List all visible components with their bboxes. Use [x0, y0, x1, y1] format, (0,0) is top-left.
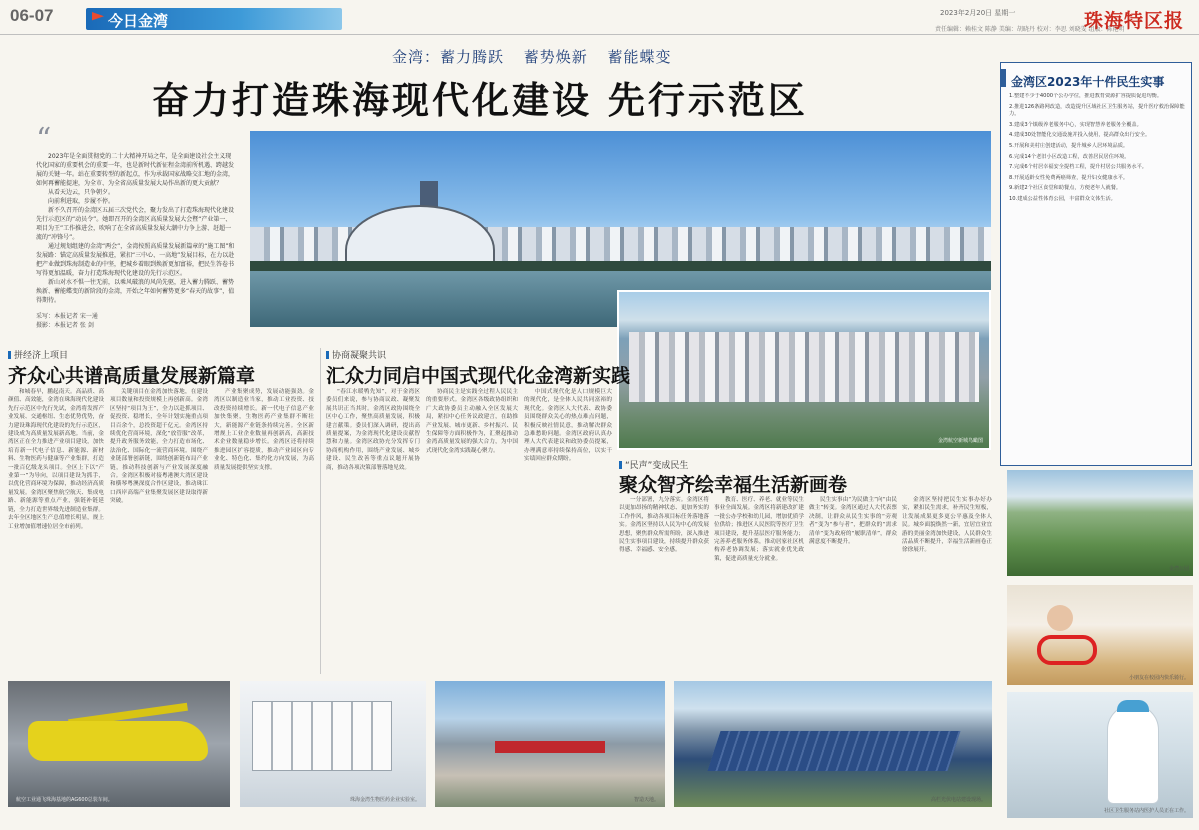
- lab-photo: [240, 681, 426, 807]
- intro-paragraph: 新山对水不惧一往无前，以乘风破浪的风尚先驱，进入蓄力腾跃、蓄势焕新、蓄能蝶变的新阶段的金湾，开始之年如何蓄势更多“春天的故事”，值得期待。: [36, 279, 235, 304]
- list-item: 1.整建不少于4000个公办学位，推进教育资源扩容提质促进均衡。: [1009, 93, 1163, 99]
- byline-photographer: 摄影：本报记者 张 剑: [36, 322, 94, 329]
- plaza-sign: [495, 741, 605, 753]
- intro-paragraph: 新不久召开的金湾区五届三次党代会，聚力发出了打造珠海现代化建设先行示范区的“动员令”。她即召开的金湾区高质量发展大会暨“产业第一、项目为王”工作推进会，吹响了在全省高质量发展大潮中力争上游、赶超一流的“冲锋号”。: [36, 207, 235, 241]
- section-title-consultation: 汇众力同启中国式现代化金湾新实践: [326, 365, 631, 387]
- bike-shape: [1037, 635, 1097, 665]
- article-column: [8, 388, 104, 674]
- column-text: 金湾区坚持把民生实事办好办实，紧扣民生需求，补齐民生短板，让发展成果更多更公平惠及全体人民。城乡面貌焕然一新，宜居宜业宜游的美丽金湾加快建设，人民群众生活品质不断提升，幸福生活新画卷正徐徐展开。: [902, 497, 992, 554]
- article-column: [524, 388, 612, 674]
- section-title: 今日金湾: [108, 12, 169, 30]
- column-text: 一分部署，九分落实。金湾区将以更加昂扬的精神状态、更加务实的工作作风，推动各项目标任务落地落实。金湾区坚持以人民为中心的发展思想，聚焦群众所需所盼，深入推进民生实事项目建设，持续提升群众获得感、幸福感、安全感。: [619, 497, 709, 554]
- date-line: 2023年2月20日 星期一: [940, 9, 1016, 17]
- photo-caption: 珠海金湾生物医药企业实验室。: [349, 797, 420, 803]
- page-number: 06-07: [10, 6, 54, 25]
- section-kicker-economy: 拼经济上项目: [8, 348, 68, 361]
- photo-caption: 智造天地。: [633, 797, 659, 803]
- lab-equipment: [252, 701, 392, 771]
- byline-writer: 采写：本报记者 宋一通: [36, 313, 98, 320]
- column-text: 和城春早，鹏起南天。高品质、高颜值、高效能，金湾在珠海现代化建设先行示范区中先行先试，金湾将发挥产业发展、交通枢纽、生态优势优势，奋力建设珠海现代化建设的先行示范区，建设成为高质量发展新高地。当前，金湾区正在全力推进产业项目建设，加快培育新一代电子信息、新能源、新材料、生物医药与健康等产业集群，打造一批百亿级龙头项目。全区上下以“产业第一”为导向，以项目建设为抓手，以优化营商环境为保障，推动经济高质量发展。金湾区聚焦航空航天、集成电路、新能源等重点产业，强链补链延链，全力打造世界级先进制造业集群。去年全区地区生产总值增长明显，规上工业增加值增速位居全市前列。: [8, 389, 104, 530]
- livelihood-projects-panel: [1000, 62, 1192, 466]
- photo-caption: 小朋友在校园内快乐骑行。: [1128, 675, 1189, 681]
- quote-icon: “: [36, 122, 52, 157]
- photo-caption: 社区卫生服务站内医护人员正在工作。: [1103, 808, 1189, 814]
- city-aerial-photo: [617, 290, 991, 450]
- list-item: 6.完成14个老旧小区改造工程，改善居民居住环境。: [1009, 153, 1130, 160]
- child-figure: [1047, 605, 1073, 631]
- article-column: [714, 496, 804, 674]
- exhibition-center: [345, 205, 495, 265]
- section-kicker-livelihood: “民声”变成民生: [619, 458, 688, 471]
- flag-icon: [92, 12, 104, 26]
- column-text: 民生实事由“为民做主”向“由民做主”转变。金湾区通过人大代表票决制，让群众从民生实事的“旁观者”变为“参与者”，把群众的“需求清单”变为政府的“履职清单”，群众满意度不断提升。: [809, 497, 897, 546]
- photo-caption: 金湾航空新城鸟瞰图: [937, 438, 983, 444]
- plaza-photo: [435, 681, 665, 807]
- article-column: [619, 496, 709, 674]
- article-column: [110, 388, 208, 674]
- main-headline: 奋力打造珠海现代化建设 先行示范区: [152, 78, 808, 122]
- shoreline: [250, 261, 991, 271]
- panel-accent: [1001, 69, 1006, 87]
- newspaper-logo: 珠海特区报: [1084, 10, 1185, 32]
- solar-panels: [708, 731, 961, 771]
- nurse-cap: [1117, 700, 1149, 712]
- intro-box: [36, 122, 236, 340]
- section-title-livelihood: 聚众智齐绘幸福生活新画卷: [619, 474, 848, 496]
- section-kicker-consultation: 协商凝聚共识: [326, 348, 386, 361]
- aircraft-photo: [8, 681, 230, 807]
- list-item: 8.开展适龄女性免费两癌筛查，提升妇女健康水平。: [1009, 174, 1129, 181]
- list-item: 7.完成6个村居幸福安全提档工程，提升村居公共服务水平。: [1009, 164, 1147, 171]
- photo-caption: 金湾公园: [1168, 566, 1189, 572]
- article-column: [214, 388, 314, 674]
- aircraft-body: [28, 721, 208, 761]
- column-text: 教育、医疗、养老、就业等民生事业全面发展。金湾区将新建改扩建一批公办学校和幼儿园，增加优质学位供给；推进区人民医院等医疗卫生项目建设，提升基层医疗服务能力；完善养老服务体系，推动居家社区机构养老协调发展；落实就业优先政策，促进高质量充分就业。: [714, 497, 804, 562]
- column-text: 产业集聚成势，发展动能强劲。金湾区以制造业当家，推动工业投资、技改投资持续增长。新一代电子信息产业加快集聚，生物医药产业集群不断壮大，新能源产业链条持续完善。全区新增规上工业企业数量再创新高，高新技术企业数量稳步增长。金湾区还将持续推进园区扩容提质，推动产业园区向专业化、特色化、集约化方向发展，为高质量发展提供坚实支撑。: [214, 389, 314, 471]
- byline: [36, 312, 98, 330]
- article-column: [809, 496, 897, 674]
- list-item: 2.推进126条路网改造，改造提升区域社区卫生服务站，提升医疗救治保障能力。: [1009, 103, 1185, 118]
- intro-paragraph: 从看天边云，只争朝夕。: [48, 189, 115, 196]
- article-column: [902, 496, 992, 674]
- photo-caption: 高栏光伏电站建设现场。: [930, 797, 986, 803]
- intro-paragraph: 通过规划组建的金湾“两会”，金湾按照高质量发展新篇章的“施工图”和发展路：锚定高质量发展推进，紧扣“三中心、一高地”发展目标，在力以赴把产业做到珠海制造业的中坚，把城乡着眼到焕新更加富裕，把民生答卷书写得更加温暖，奋力打造珠海现代化建设的先行示范区。: [36, 243, 235, 277]
- photo-caption: 航空工业通飞珠海基地的AG600总装车间。: [16, 797, 113, 803]
- headline-kicker: 金湾：蓄力腾跃 蓄势焕新 蓄能蝶变: [392, 48, 672, 66]
- intro-paragraph: 向前利进取，步履不停。: [48, 198, 115, 205]
- section-banner: [86, 8, 342, 30]
- list-item: 10.建成公益性体育公园，丰富群众文体生活。: [1009, 195, 1116, 202]
- residential-blocks: [629, 332, 979, 402]
- park-photo: [1007, 470, 1193, 576]
- solar-plant-photo: [674, 681, 992, 807]
- header-divider: [0, 34, 1199, 35]
- list-item: 9.新建2个社区食堂和助餐点，方便老年人就餐。: [1009, 185, 1122, 192]
- list-item: 4.建成30处智能化交通设施并投入使用，提高群众出行安全。: [1009, 132, 1151, 139]
- editor-credits: 责任编辑：赖桂文 陈静 美编：胡晓丹 校对：李思 刘晓雯 组版：陈艳明: [935, 26, 1125, 33]
- page-header: [0, 0, 1199, 36]
- kids-photo: [1007, 585, 1193, 685]
- intro-paragraph: 2023年是全面贯彻党的二十大精神开局之年，是全面建设社会主义现代化国家的重要机会的重要一年，也是新时代新征程金湾前所机遇、跨越发展的关键一年。站在重要转型的新起点，作为承载国家战略交汇地的金湾，如何再蓄能提速，为全市、为全省高质量发展大局作出新的更大贡献？: [36, 153, 235, 187]
- list-item: 3.建成3个镇级养老服务中心，实现智慧养老服务全覆盖。: [1009, 121, 1142, 128]
- panel-title: 金湾区2023年十件民生实事: [1011, 75, 1165, 89]
- panel-list: [1009, 93, 1185, 461]
- clinic-photo: [1007, 692, 1193, 818]
- column-text: 中国式现代化是人口规模巨大的现代化，是全体人民共同富裕的现代化。金湾区人大代表、政协委员围绕群众关心的热点难点问题，积极反映社情民意，推动解决群众急难愁盼问题。金湾区政府认真办理人大代表建议和政协委员提案，办理满意率持续保持高位，以实干实绩回应群众期盼。: [524, 389, 612, 463]
- section-title-economy: 齐众心共谱高质量发展新篇章: [8, 365, 256, 387]
- list-item: 5.开展和美村庄创建活动，提升城乡人居环境品质。: [1009, 142, 1129, 149]
- article-column: [426, 388, 518, 674]
- nurse-figure: [1107, 704, 1159, 804]
- column-text: “春江水暖鸭先知”，对于金湾区委员们来说，参与协商议政、凝聚发展共识正当其时。金湾区政协围绕全区中心工作，聚焦高质量发展，积极建言献策。委员们深入调研，提出高质量提案，为金湾现代化建设贡献智慧和力量。金湾区政协充分发挥专门协商机构作用，围绕产业发展、城乡建设、民生改善等重点议题开展协商，推动各项决策部署落地见效。: [326, 389, 420, 471]
- article-column: [326, 388, 420, 674]
- column-text: 关键项目在金湾加快落地，在建设项目数量和投资规模上再创新高。金湾区坚持“项目为王”，全力以赴抓项目、促投资、稳增长，全年计划实施重点项目百余个，总投资超千亿元。金湾区持续优化营商环境，深化“放管服”改革，提升政务服务效能，全力打造市场化、法治化、国际化一流营商环境。围绕产业链部署创新链，围绕创新链布局产业链，推动科技创新与产业发展深度融合。金湾区积极对接粤港澳大湾区建设和横琴粤澳深度合作区建设，推动珠江口西岸高端产业集聚发展区建设取得新突破。: [110, 389, 208, 505]
- column-divider: [320, 348, 321, 674]
- column-text: 协商民主是实践全过程人民民主的重要形式。金湾区各级政协组织和广大政协委员主动融入全区发展大局，紧扣中心任务议政建言，在助推产业发展、城市更新、乡村振兴、民生保障等方面积极作为，汇聚起推动金湾高质量发展的强大合力，为中国式现代化金湾实践凝心聚力。: [426, 389, 518, 454]
